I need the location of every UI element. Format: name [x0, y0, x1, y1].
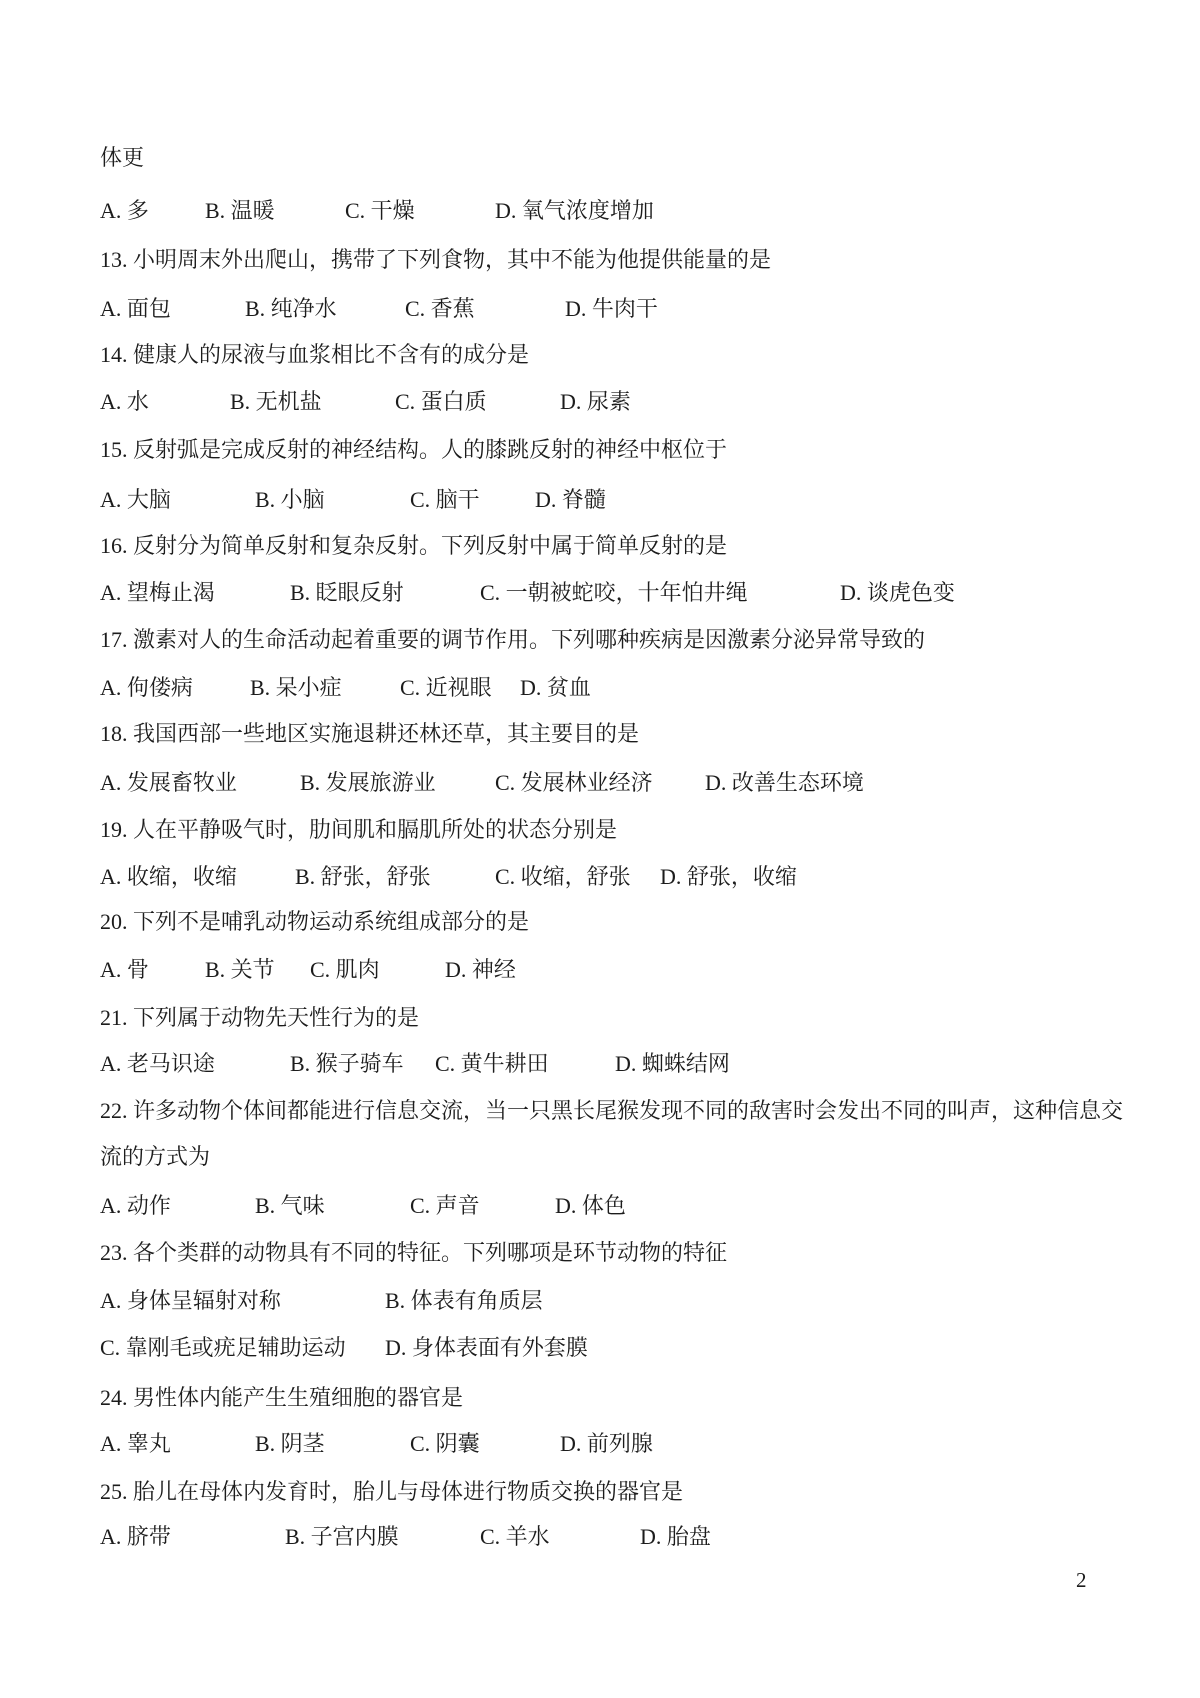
q14-option-a: A. 水	[100, 389, 149, 414]
q23-option-d: D. 身体表面有外套膜	[385, 1335, 588, 1360]
q14-option-c: C. 蛋白质	[395, 389, 487, 414]
question-20-options	[100, 955, 1120, 989]
q12-option-c: C. 干燥	[345, 198, 415, 223]
q20-option-a: A. 骨	[100, 957, 149, 982]
q16-option-a: A. 望梅止渴	[100, 580, 215, 605]
question-16-stem: 16. 反射分为简单反射和复杂反射。下列反射中属于简单反射的是	[100, 533, 728, 558]
question-18-stem: 18. 我国西部一些地区实施退耕还林还草，其主要目的是	[100, 721, 640, 746]
q17-option-c: C. 近视眼	[400, 675, 492, 700]
question-12-stem-tail: 体更	[100, 145, 145, 170]
question-16-options	[100, 578, 1120, 612]
q24-option-a: A. 睾丸	[100, 1431, 171, 1456]
question-17-stem: 17. 激素对人的生命活动起着重要的调节作用。下列哪种疾病是因激素分泌异常导致的	[100, 627, 926, 652]
q25-option-c: C. 羊水	[480, 1524, 550, 1549]
q20-option-c: C. 肌肉	[310, 957, 380, 982]
question-25-stem: 25. 胎儿在母体内发育时，胎儿与母体进行物质交换的器官是	[100, 1479, 684, 1504]
q22-option-d: D. 体色	[555, 1193, 626, 1218]
q23-option-c: C. 靠刚毛或疣足辅助运动	[100, 1335, 346, 1360]
q20-option-d: D. 神经	[445, 957, 516, 982]
q19-option-b: B. 舒张，舒张	[295, 864, 431, 889]
q16-option-c: C. 一朝被蛇咬，十年怕井绳	[480, 580, 748, 605]
q22-option-a: A. 动作	[100, 1193, 171, 1218]
q14-option-b: B. 无机盐	[230, 389, 322, 414]
q14-option-d: D. 尿素	[560, 389, 631, 414]
question-17-options	[100, 673, 1120, 707]
page-number: 2	[1076, 1568, 1087, 1592]
q15-option-b: B. 小脑	[255, 487, 325, 512]
question-19-options	[100, 862, 1120, 896]
q15-option-d: D. 脊髓	[535, 487, 606, 512]
q22-option-b: B. 气味	[255, 1193, 325, 1218]
q24-option-b: B. 阴茎	[255, 1431, 325, 1456]
question-23-options-row2	[100, 1333, 1120, 1367]
question-19-stem: 19. 人在平静吸气时，肋间肌和膈肌所处的状态分别是	[100, 817, 618, 842]
q15-option-a: A. 大脑	[100, 487, 171, 512]
q13-option-c: C. 香蕉	[405, 296, 475, 321]
question-24-options	[100, 1429, 1120, 1463]
q12-option-b: B. 温暖	[205, 198, 275, 223]
question-22-stem-line1: 22. 许多动物个体间都能进行信息交流，当一只黑长尾猴发现不同的敌害时会发出不同的叫声，这种信息交	[100, 1098, 1124, 1123]
q25-option-b: B. 子宫内膜	[285, 1524, 399, 1549]
q21-option-c: C. 黄牛耕田	[435, 1051, 549, 1076]
question-23-stem: 23. 各个类群的动物具有不同的特征。下列哪项是环节动物的特征	[100, 1240, 728, 1265]
q17-option-a: A. 佝偻病	[100, 675, 193, 700]
q22-option-c: C. 声音	[410, 1193, 480, 1218]
q12-option-d: D. 氧气浓度增加	[495, 198, 654, 223]
q19-option-a: A. 收缩，收缩	[100, 864, 237, 889]
question-14-stem: 14. 健康人的尿液与血浆相比不含有的成分是	[100, 342, 530, 367]
q25-option-d: D. 胎盘	[640, 1524, 711, 1549]
q19-option-c: C. 收缩，舒张	[495, 864, 631, 889]
q23-option-b: B. 体表有角质层	[385, 1288, 543, 1313]
question-24-stem: 24. 男性体内能产生生殖细胞的器官是	[100, 1385, 464, 1410]
q21-option-d: D. 蜘蛛结网	[615, 1051, 730, 1076]
q23-option-a: A. 身体呈辐射对称	[100, 1288, 281, 1313]
q18-option-b: B. 发展旅游业	[300, 770, 436, 795]
q16-option-d: D. 谈虎色变	[840, 580, 955, 605]
q18-option-d: D. 改善生态环境	[705, 770, 864, 795]
question-12-options	[100, 196, 1120, 230]
question-15-stem: 15. 反射弧是完成反射的神经结构。人的膝跳反射的神经中枢位于	[100, 437, 728, 462]
q13-option-b: B. 纯净水	[245, 296, 337, 321]
q18-option-c: C. 发展林业经济	[495, 770, 653, 795]
question-13-stem: 13. 小明周末外出爬山，携带了下列食物，其中不能为他提供能量的是	[100, 247, 772, 272]
q25-option-a: A. 脐带	[100, 1524, 171, 1549]
question-14-options	[100, 387, 1120, 421]
q20-option-b: B. 关节	[205, 957, 275, 982]
question-21-stem: 21. 下列属于动物先天性行为的是	[100, 1005, 420, 1030]
question-20-stem: 20. 下列不是哺乳动物运动系统组成部分的是	[100, 909, 530, 934]
q18-option-a: A. 发展畜牧业	[100, 770, 237, 795]
question-21-options	[100, 1049, 1120, 1083]
q17-option-d: D. 贫血	[520, 675, 591, 700]
q19-option-d: D. 舒张，收缩	[660, 864, 797, 889]
q13-option-d: D. 牛肉干	[565, 296, 658, 321]
q13-option-a: A. 面包	[100, 296, 171, 321]
q24-option-c: C. 阴囊	[410, 1431, 480, 1456]
q12-option-a: A. 多	[100, 198, 149, 223]
question-22-stem-line2: 流的方式为	[100, 1144, 211, 1169]
question-25-options	[100, 1522, 1120, 1556]
q24-option-d: D. 前列腺	[560, 1431, 653, 1456]
question-18-options	[100, 768, 1120, 802]
question-15-options	[100, 485, 1120, 519]
q15-option-c: C. 脑干	[410, 487, 480, 512]
q21-option-a: A. 老马识途	[100, 1051, 215, 1076]
question-22-options	[100, 1191, 1120, 1225]
question-23-options-row1	[100, 1286, 1120, 1320]
q21-option-b: B. 猴子骑车	[290, 1051, 404, 1076]
q16-option-b: B. 眨眼反射	[290, 580, 404, 605]
q17-option-b: B. 呆小症	[250, 675, 342, 700]
question-13-options	[100, 294, 1120, 328]
